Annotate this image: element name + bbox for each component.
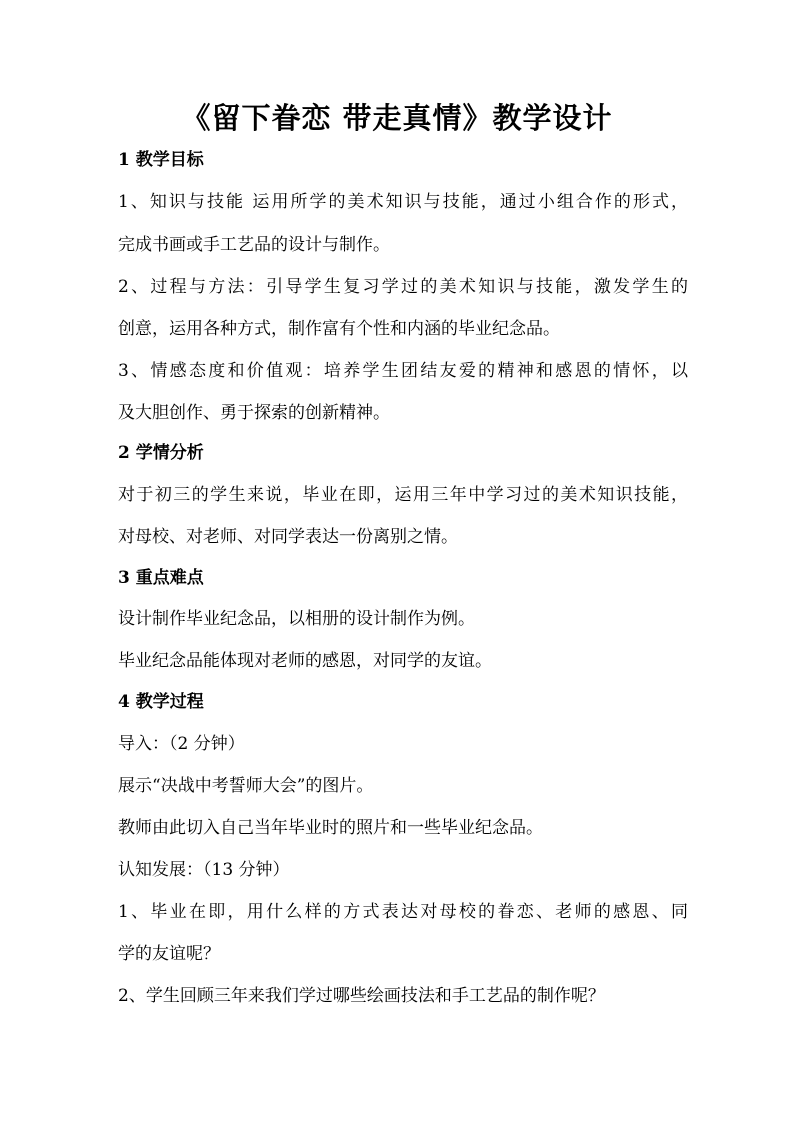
section-heading-process: 4 教学过程: [118, 692, 204, 712]
paragraph-line: 2、过程与方法：引导学生复习学过的美术知识与技能，激发学生的: [118, 277, 688, 297]
paragraph-line: 创意，运用各种方式，制作富有个性和内涵的毕业纪念品。: [118, 319, 560, 339]
paragraph-line: 及大胆创作、勇于探索的创新精神。: [118, 403, 390, 423]
paragraph-line: 1、毕业在即，用什么样的方式表达对母校的眷恋、老师的感恩、同: [118, 902, 688, 922]
paragraph-line: 1、知识与技能 运用所学的美术知识与技能，通过小组合作的形式，: [118, 192, 688, 212]
paragraph-line: 对母校、对老师、对同学表达一份离别之情。: [118, 527, 458, 547]
section-heading-key-points: 3 重点难点: [118, 568, 204, 588]
paragraph-line: 对于初三的学生来说，毕业在即，运用三年中学习过的美术知识技能，: [118, 485, 688, 505]
paragraph-line: 导入：（2 分钟）: [118, 734, 245, 754]
section-heading-objectives: 1 教学目标: [118, 150, 204, 170]
section-heading-analysis: 2 学情分析: [118, 443, 204, 463]
paragraph-line: 教师由此切入自己当年毕业时的照片和一些毕业纪念品。: [118, 818, 543, 838]
paragraph-line: 学的友谊呢？: [118, 944, 220, 964]
paragraph-line: 展示“决战中考誓师大会”的图片。: [118, 776, 374, 796]
paragraph-line: 设计制作毕业纪念品，以相册的设计制作为例。: [118, 609, 475, 629]
paragraph-line: 2、学生回顾三年来我们学过哪些绘画技法和手工艺品的制作呢？: [118, 986, 605, 1006]
paragraph-line: 毕业纪念品能体现对老师的感恩，对同学的友谊。: [118, 651, 492, 671]
paragraph-line: 完成书画或手工艺品的设计与制作。: [118, 235, 390, 255]
document-title: 《留下眷恋 带走真情》教学设计: [181, 101, 613, 135]
paragraph-line: 认知发展：（13 分钟）: [118, 860, 290, 880]
paragraph-line: 3、情感态度和价值观：培养学生团结友爱的精神和感恩的情怀，以: [118, 361, 688, 381]
